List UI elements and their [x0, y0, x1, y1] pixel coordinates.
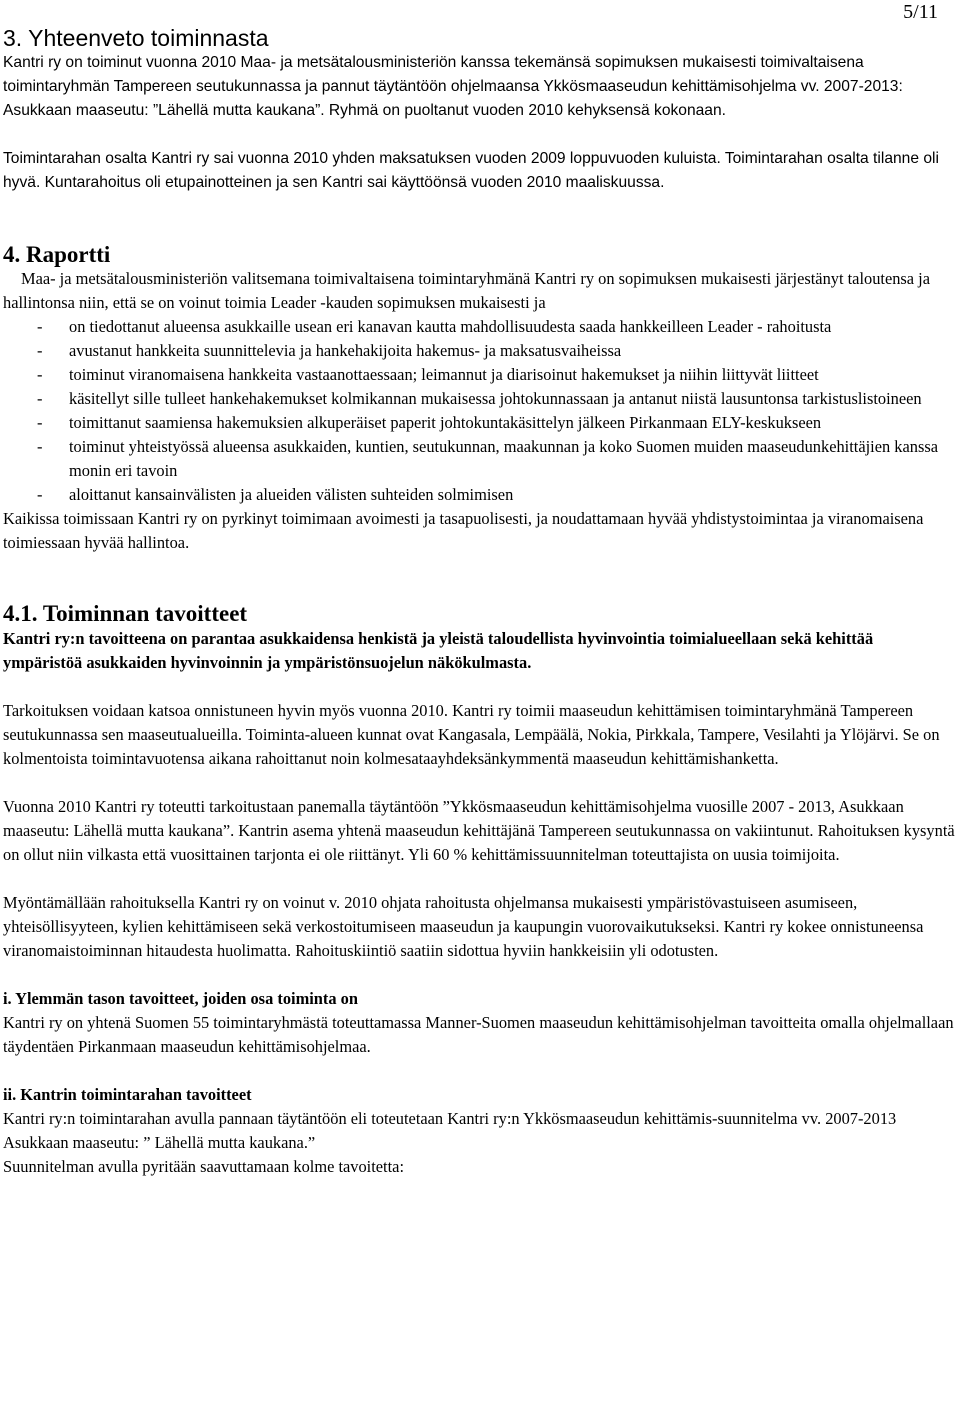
section-4-1-lead: Kantri ry:n tavoitteena on parantaa asukkaidensa henkistä ja yleistä taloudellista hyvinvointia toimialueellaan sekä kehittää ympäristöä asukkaiden hyvinvoinnin ja ympäristönsuojelun näkökulmasta.: [3, 629, 874, 672]
list-item: - on tiedottanut alueensa asukkaille usean eri kanavan kautta mahdollisuudesta saada hankkeilleen Leader - rahoitusta: [3, 315, 955, 339]
section-4-1-paragraph-1: Tarkoituksen voidaan katsoa onnistuneen hyvin myös vuonna 2010. Kantri ry toimii maaseudun kehittämisen toimintaryhmänä Tampereen seutukunnassa sen maaseutualueilla. Toiminta-alueen kunnat ovat Kangasala, Lempäälä, Nokia, Pirkkala, Tampere, Vesilahti ja Ylöjärvi. Se on kolmentoista toimintavuotensa aikana rahoittanut noin kolmesataayhdeksänkymmentä maaseudun kehittämishanketta.: [3, 701, 940, 768]
section-4-heading: [3, 243, 955, 267]
section-4-closing: Kaikissa toimissaan Kantri ry on pyrkinyt toimimaan avoimesti ja tasapuolisesti, ja noudattamaan hyvää yhdistystoimintaa ja viranomaisena toimiessaan hyvää hallintoa.: [3, 509, 924, 552]
section-4-title: Raportti: [26, 242, 111, 267]
document-page: [3, 0, 955, 1179]
subsection-ii-text-2: Suunnitelman avulla pyritään saavuttamaan kolme tavoitetta:: [3, 1157, 404, 1176]
section-4-1-paragraph-3: Myöntämällään rahoituksella Kantri ry on voinut v. 2010 ohjata rahoitusta ohjelmansa mukaisesti ympäristövastuiseen asumiseen, yhteisöllisyyteen, kylien kehittämiseen sekä verkostoitumiseen maaseudun ja kaupungin vuorovaikutukseksi. Kantri ry kokee onnistuneensa viranomaistoiminnan hitaudesta huolimatta. Rahoituskiintiö saatiin sidottua hyviin hankkeisiin yli odotusten.: [3, 893, 924, 960]
subsection-i-text: Kantri ry on yhtenä Suomen 55 toimintaryhmästä toteuttamassa Manner-Suomen maaseudun kehittämisohjelman tavoitteita omalla ohjelmallaan täydentäen Pirkanmaan maaseudun kehittämisohjelmaa.: [3, 1013, 954, 1056]
list-item: - toiminut viranomaisena hankkeita vastaanottaessaan; leimannut ja diarisoinut hakemukset ja niihin liittyvät liitteet: [3, 363, 955, 387]
section-4-1-paragraph-2: Vuonna 2010 Kantri ry toteutti tarkoitustaan panemalla täytäntöön ”Ykkösmaaseudun kehittämisohjelma vuosille 2007 - 2013, Asukkaan maaseutu: Lähellä mutta kaukana”. Kantrin asema yhtenä maaseudun kehittäjänä Tampereen seutukunnassa on vakiintunut. Rahoituksen kysyntä on ollut niin vilkasta että vuosittainen tarjonta ei ole riittänyt. Yli 60 % kehittämissuunnitelman toteuttajista on uusia toimijoita.: [3, 797, 955, 864]
list-item: - aloittanut kansainvälisten ja alueiden välisten suhteiden solmimisen: [3, 483, 955, 507]
section-4-list: [3, 315, 955, 507]
section-4-1-heading: 4.1. Toiminnan tavoitteet: [3, 601, 248, 626]
section-4-intro: Maa- ja metsätalousministeriön valitsemana toimivaltaisena toimintaryhmänä Kantri ry on sopimuksen mukaisesti järjestänyt taloutensa ja hallintonsa niin, että se on voinut toimia Leader -kauden sopimuksen mukaisesti ja: [3, 269, 931, 312]
section-4-number: 4.: [3, 242, 21, 267]
list-item: - käsitellyt sille tulleet hankehakemukset kolmikannan mukaisessa johtokunnassaan ja antanut niistä lausuntonsa tarkistuslistoineen: [3, 387, 955, 411]
list-item: - toiminut yhteistyössä alueensa asukkaiden, kuntien, seutukunnan, maakunnan ja koko Suomen muiden maaseudunkehittäjien kanssa monin eri tavoin: [3, 435, 955, 483]
section-3-heading: [3, 26, 955, 51]
section-3-paragraph-2: Toimintarahan osalta Kantri ry sai vuonna 2010 yhden maksatuksen vuoden 2009 loppuvuoden kuluista. Toimintarahan osalta tilanne oli hyvä. Kuntarahoitus oli etupainotteinen ja sen Kantri sai käyttöönsä vuoden 2010 maaliskuussa.: [3, 150, 939, 191]
page-number: 5/11: [903, 1, 938, 23]
list-item: - toimittanut saamiensa hakemuksien alkuperäiset paperit johtokuntakäsittelyn jälkeen Pirkanmaan ELY-keskukseen: [3, 411, 955, 435]
section-3-paragraph-1: Kantri ry on toiminut vuonna 2010 Maa- ja metsätalousministeriön kanssa tekemänsä sopimuksen mukaisesti toimivaltaisena toimintaryhmän Tampereen seutukunnassa ja pannut täytäntöön ohjelmaansa Ykkösmaaseudun kehittämisohjelma vv. 2007-2013: Asukkaan maaseutu: ”Lähellä mutta kaukana”. Ryhmä on puoltanut vuoden 2010 kehyksensä kokonaan.: [3, 54, 903, 119]
subsection-ii-heading: ii. Kantrin toimintarahan tavoitteet: [3, 1085, 252, 1104]
list-item: - avustanut hankkeita suunnittelevia ja hankehakijoita hakemus- ja maksatusvaiheissa: [3, 339, 955, 363]
subsection-i-heading: i. Ylemmän tason tavoitteet, joiden osa toiminta on: [3, 989, 358, 1008]
section-3-heading-text: 3. Yhteenveto toiminnasta: [3, 25, 269, 51]
subsection-ii-text: Kantri ry:n toimintarahan avulla pannaan täytäntöön eli toteutetaan Kantri ry:n Ykkösmaaseudun kehittämis-suunnitelma vv. 2007-2013 Asukkaan maaseutu: ” Lähellä mutta kaukana.”: [3, 1109, 897, 1152]
